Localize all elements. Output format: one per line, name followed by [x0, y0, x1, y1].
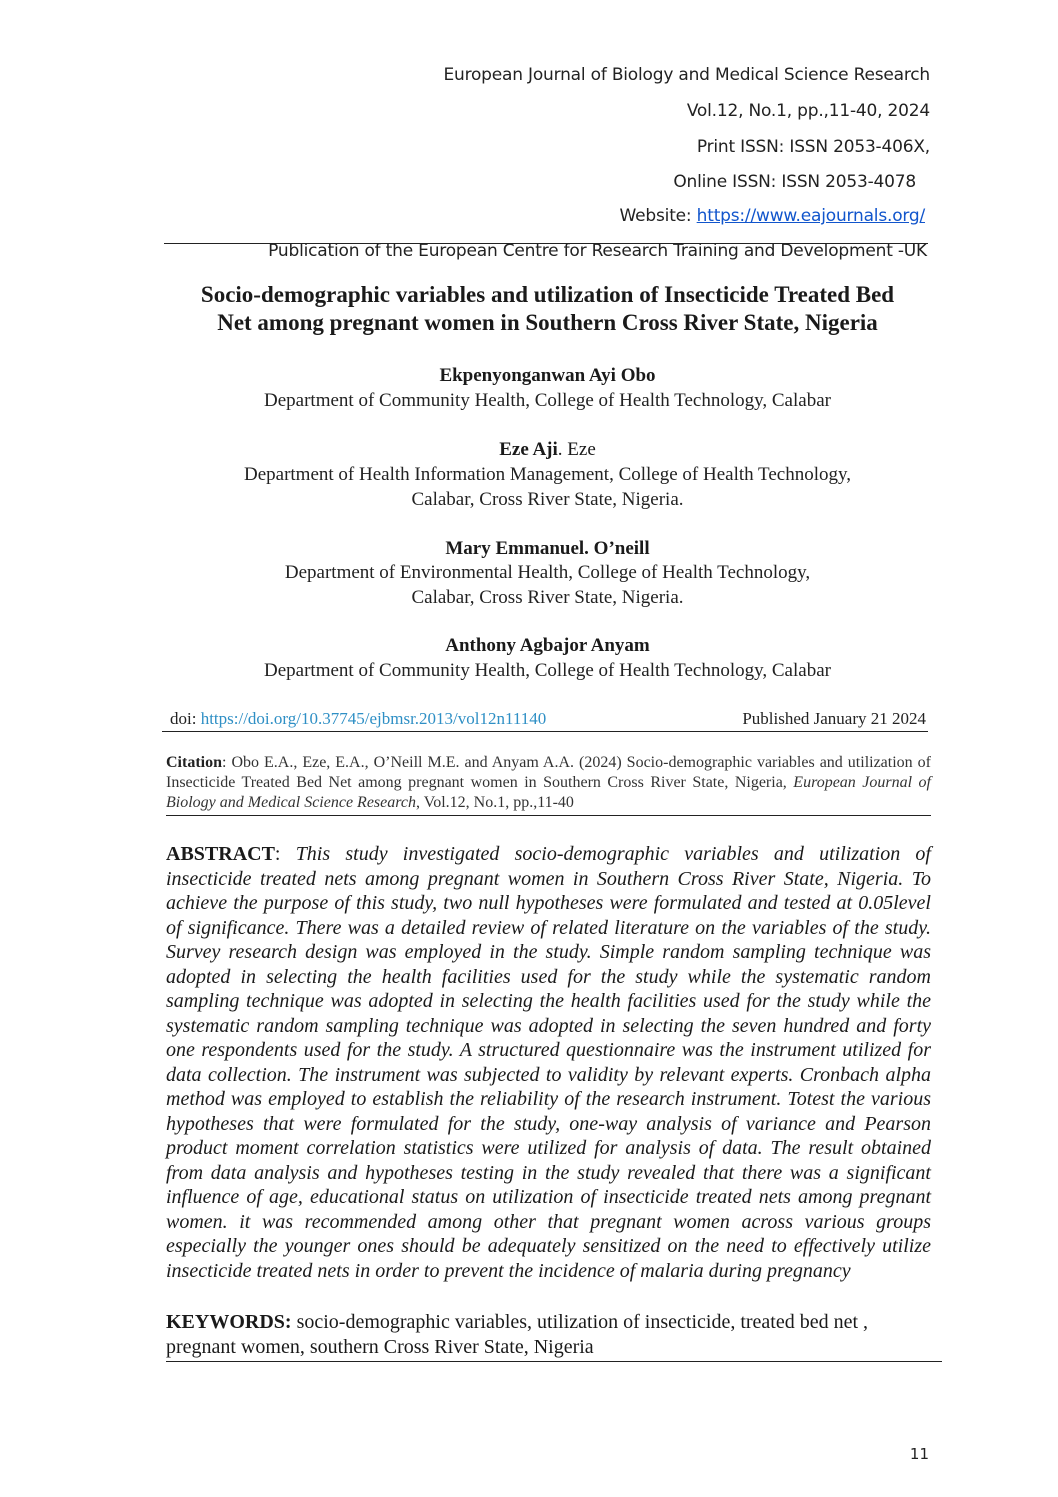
citation-text-2: , Vol.12, No.1, pp.,11-40	[415, 794, 574, 811]
abstract-label: ABSTRACT	[166, 843, 275, 865]
author-3-affiliation-line1: Department of Environmental Health, College of Health Technology,	[284, 562, 811, 583]
citation	[166, 753, 931, 816]
author-2-affiliation-line1: Department of Health Information Management, College of Health Technology,	[243, 464, 851, 485]
published-date: Published January 21 2024	[742, 709, 926, 728]
author-2-name-main: Eze Aji	[499, 439, 558, 460]
paper-title	[150, 281, 945, 337]
print-issn: Print ISSN: ISSN 2053-406X,	[696, 137, 930, 157]
doi-label: doi:	[170, 709, 201, 728]
keywords	[166, 1310, 942, 1362]
paper-title-line2: Net among pregnant women in Southern Cross River State, Nigeria	[217, 310, 878, 335]
abstract-text: This study investigated socio-demographic variables and utilization of insecticide treated nets among pregnant women in Southern Cross River State, Nigeria. To achieve the purpose of this study, two null hypotheses were formulated and tested at 0.05level of significance. There was a detailed review of related literature on the variables of the study. Survey research design was employed in the study. Simple random sampling technique was adopted in selecting the health facilities used for the study while the systematic random sampling technique was adopted in selecting the health facilities used for the study while the systematic random sampling technique was adopted in selecting the seven hundred and forty one respondents used for the study. A structured questionnaire was the instrument utilized for data collection. The instrument was subjected to validity by relevant experts. Cronbach alpha method was employed to establish the reliability of the research instrument. Totest the various hypotheses that were formulated for the study, one-way analysis of variance and Pearson product moment correlation statistics were utilized for analysis of data. The result obtained from data analysis and hypotheses testing in the study revealed that there was a significant influence of age, educational status on utilization of insecticide treated nets among pregnant women. it was recommended among other that pregnant women across various groups especially the younger ones should be adequately sensitized on the need to effectively utilize insecticide treated nets in order to prevent the incidence of malaria during pregnancy	[166, 843, 931, 1282]
doi	[170, 709, 546, 729]
keywords-label: KEYWORDS:	[166, 1311, 292, 1333]
website-link[interactable]: https://www.eajournals.org/	[696, 206, 925, 226]
journal-name: European Journal of Biology and Medical Science Research	[443, 65, 930, 85]
author-4-affiliation: Department of Community Health, College of Health Technology, Calabar	[264, 660, 831, 681]
paper-title-line1: Socio-demographic variables and utilization of Insecticide Treated Bed	[200, 282, 895, 307]
online-issn: Online ISSN: ISSN 2053-4078	[673, 172, 916, 192]
author-3-affiliation-line2: Calabar, Cross River State, Nigeria.	[411, 587, 684, 608]
keywords-text: socio-demographic variables, utilization of insecticide, treated bed net , pregnant women, southern Cross River State, Nigeria	[166, 1311, 869, 1358]
page-number: 11	[909, 1445, 929, 1463]
website-line	[620, 206, 925, 226]
author-1-name: Ekpenyonganwan Ayi Obo	[439, 365, 656, 386]
abstract-separator: :	[274, 843, 296, 865]
citation-text-1: : Obo E.A., Eze, E.A., O’Neill M.E. and Anyam A.A. (2024) Socio-demographic variables and utilization of Insecticide Treated Bed Net among pregnant women in Southern Cross River State, Nigeria,	[166, 754, 931, 791]
author-2-affiliation-line2: Calabar, Cross River State, Nigeria.	[411, 489, 684, 510]
website-label: Website:	[619, 206, 697, 226]
journal-volume: Vol.12, No.1, pp.,11-40, 2024	[686, 101, 930, 121]
author-1-affiliation: Department of Community Health, College of Health Technology, Calabar	[264, 390, 831, 411]
author-2-name-suffix: . Eze	[557, 439, 596, 460]
doi-link[interactable]: https://doi.org/10.37745/ejbmsr.2013/vol12n11140	[200, 709, 547, 728]
citation-label: Citation	[166, 754, 222, 771]
abstract	[166, 842, 931, 1283]
doi-row	[162, 707, 928, 732]
author-3-name: Mary Emmanuel. O’neill	[445, 538, 650, 559]
author-4-name: Anthony Agbajor Anyam	[445, 635, 650, 656]
citation-journal: European Journal of Biology and Medical Science Research	[166, 774, 931, 811]
publisher-line: Publication of the European Centre for Research Training and Development -UK	[268, 241, 927, 261]
author-2-name	[150, 438, 945, 462]
